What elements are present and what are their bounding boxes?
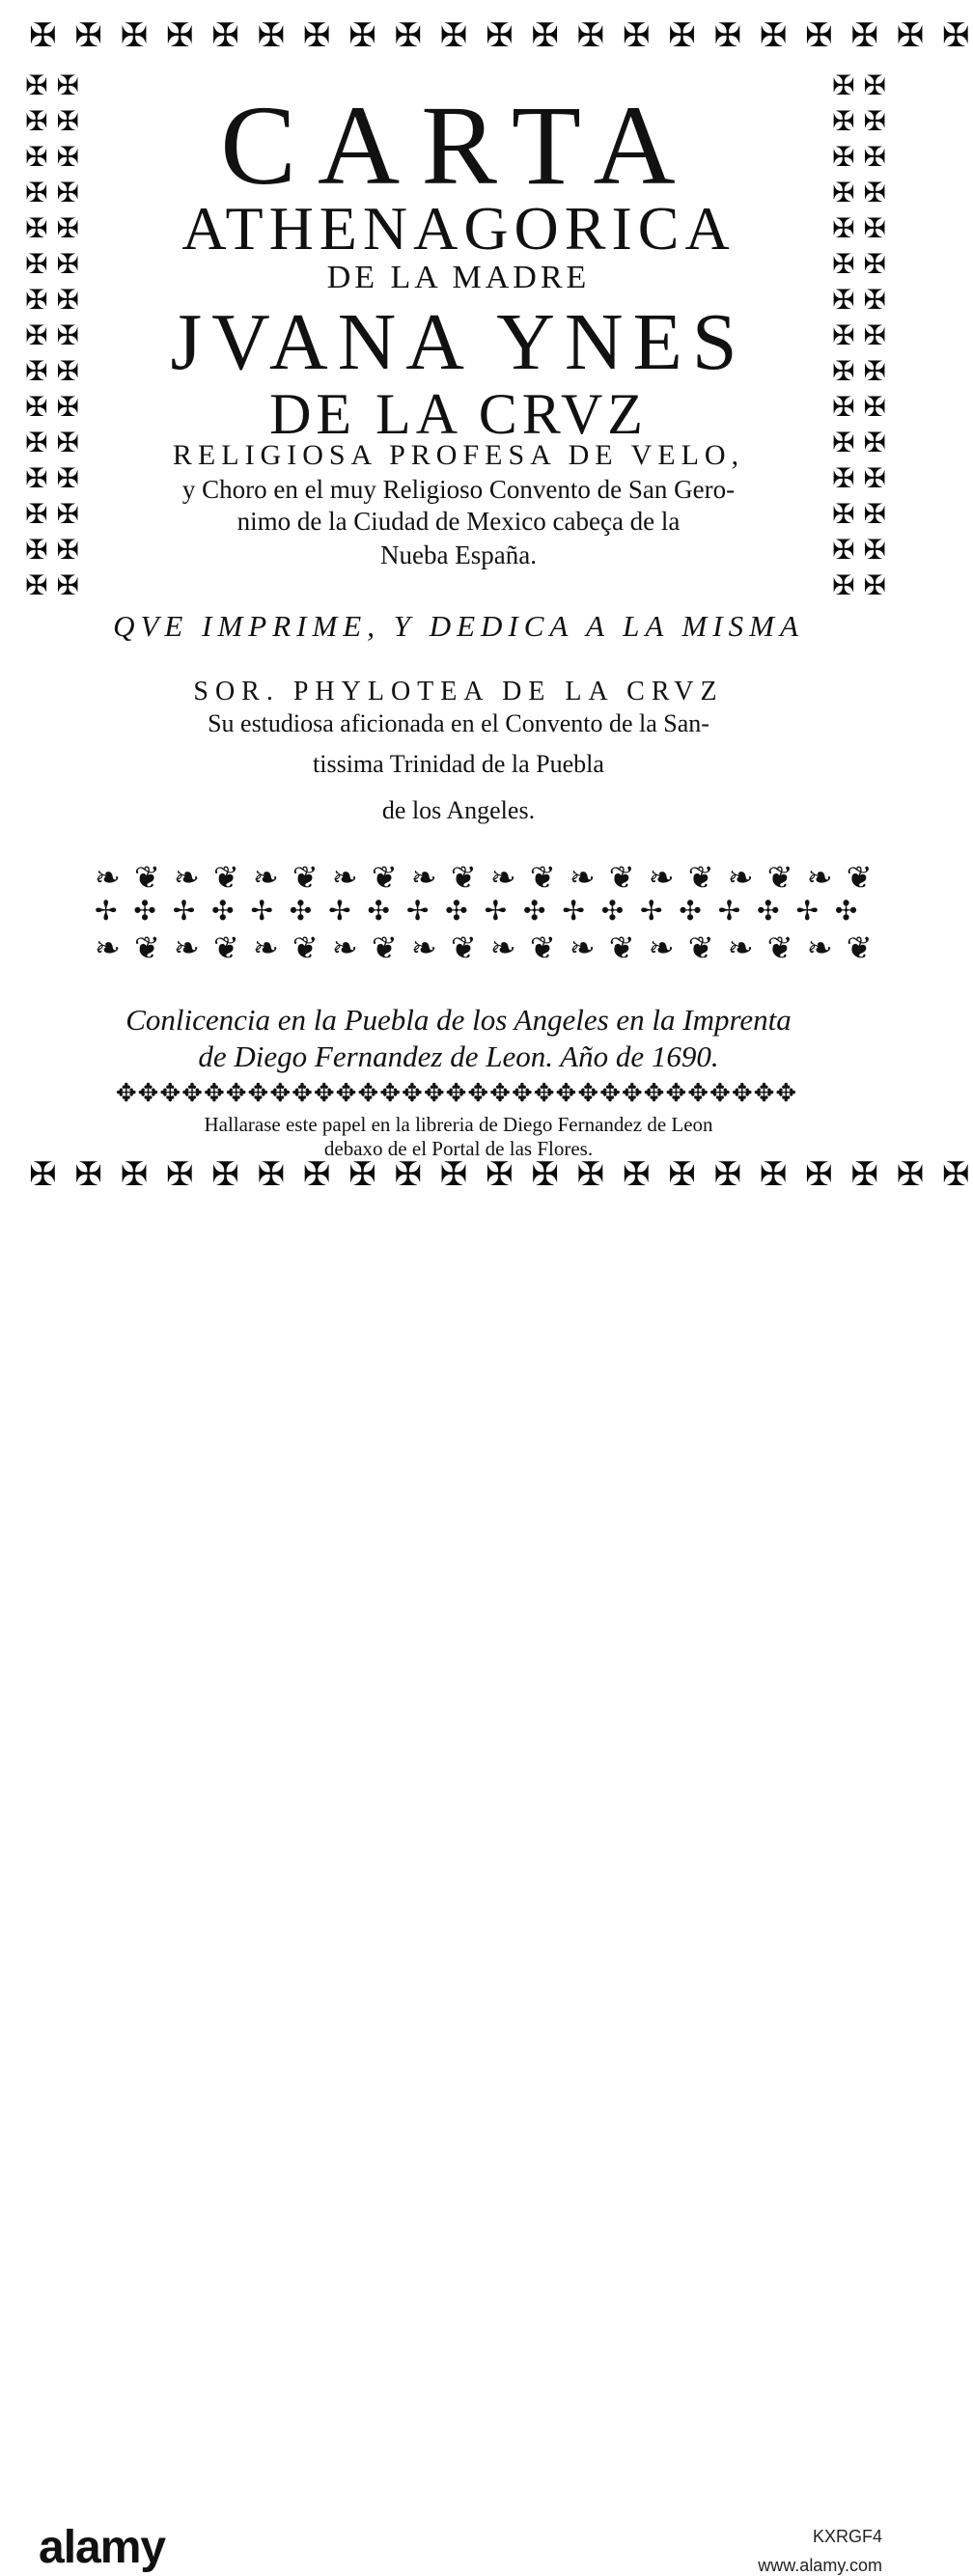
title-page bbox=[0, 0, 973, 1255]
watermark-footer bbox=[0, 1255, 915, 2575]
dedication-line-4: tissima Trinidad de la Puebla bbox=[313, 750, 604, 778]
description-line-4: Nueba España. bbox=[380, 540, 537, 569]
bottom-border-ornament: ✠ ✠ ✠ ✠ ✠ ✠ ✠ ✠ ✠ ✠ ✠ ✠ ✠ ✠ ✠ ✠ ✠ ✠ ✠ ✠ ✠ bbox=[29, 1155, 973, 1194]
alamy-logo: alamy bbox=[39, 2522, 166, 2573]
stock-url: www.alamy.com bbox=[758, 2556, 882, 2575]
title-athenagorica: ATHENAGORICA bbox=[181, 194, 736, 263]
ornament-row-2: ✢ ✣ ✢ ✣ ✢ ✣ ✢ ✣ ✢ ✣ ✢ ✣ ✢ ✣ ✢ ✣ ✢ ✣ ✢ ✣ bbox=[95, 895, 862, 927]
title-carta: CARTA bbox=[220, 82, 697, 208]
stock-id: KXRGF4 bbox=[812, 2527, 882, 2546]
ornament-band: ✥✥✥✥✥✥✥✥✥✥✥✥✥✥✥✥✥✥✥✥✥✥✥✥✥✥✥✥✥✥✥ bbox=[115, 1079, 798, 1108]
dedication-line-3: Su estudiosa aficionada en el Convento de la San- bbox=[208, 709, 709, 737]
top-border-ornament: ✠ ✠ ✠ ✠ ✠ ✠ ✠ ✠ ✠ ✠ ✠ ✠ ✠ ✠ ✠ ✠ ✠ ✠ ✠ ✠ ✠ bbox=[29, 16, 973, 55]
description-line-1: RELIGIOSA PROFESA DE VELO, bbox=[172, 439, 745, 471]
description-line-3: nimo de la Ciudad de Mexico cabeça de la bbox=[236, 507, 681, 536]
left-border-ornament: ✠ ✠ ✠ ✠ ✠ ✠ ✠ ✠ ✠ ✠ ✠ ✠ ✠ ✠ ✠ ✠ ✠ ✠ ✠ ✠ ✠ ✠ ✠ ✠ ✠ ✠ ✠ ✠ ✠ ✠ bbox=[25, 69, 79, 601]
title-de-la-madre: DE LA MADRE bbox=[326, 260, 591, 295]
imprint-line-1: Conlicencia en la Puebla de los Angeles en la Imprenta bbox=[125, 1003, 792, 1037]
dedication-line-2: SOR. PHYLOTEA DE LA CRVZ bbox=[193, 677, 724, 706]
author-surname: DE LA CRVZ bbox=[269, 382, 648, 446]
dedication-line-5: de los Angeles. bbox=[381, 796, 536, 824]
sale-line-1: Hallarase este papel en la libreria de Diego Fernandez de Leon bbox=[204, 1113, 713, 1136]
dedication-line-1: QVE IMPRIME, Y DEDICA A LA MISMA bbox=[113, 609, 804, 643]
ornament-row-1: ❧ ❦ ❧ ❦ ❧ ❦ ❧ ❦ ❧ ❦ ❧ ❦ ❧ ❦ ❧ ❦ ❧ ❦ ❧ ❦ bbox=[95, 859, 875, 896]
sale-line-2: debaxo de el Portal de las Flores. bbox=[323, 1137, 594, 1160]
imprint-line-2: de Diego Fernandez de Leon. Año de 1690. bbox=[198, 1039, 719, 1073]
author-name: JVANA YNES bbox=[170, 297, 747, 387]
description-line-2: y Choro en el muy Religioso Convento de San Gero- bbox=[181, 475, 736, 504]
ornament-row-3: ❧ ❦ ❧ ❦ ❧ ❦ ❧ ❦ ❧ ❦ ❧ ❦ ❧ ❦ ❧ ❦ ❧ ❦ ❧ ❦ bbox=[95, 929, 875, 966]
right-border-ornament: ✠ ✠ ✠ ✠ ✠ ✠ ✠ ✠ ✠ ✠ ✠ ✠ ✠ ✠ ✠ ✠ ✠ ✠ ✠ ✠ ✠ ✠ ✠ ✠ ✠ ✠ ✠ ✠ ✠ ✠ bbox=[832, 69, 886, 601]
